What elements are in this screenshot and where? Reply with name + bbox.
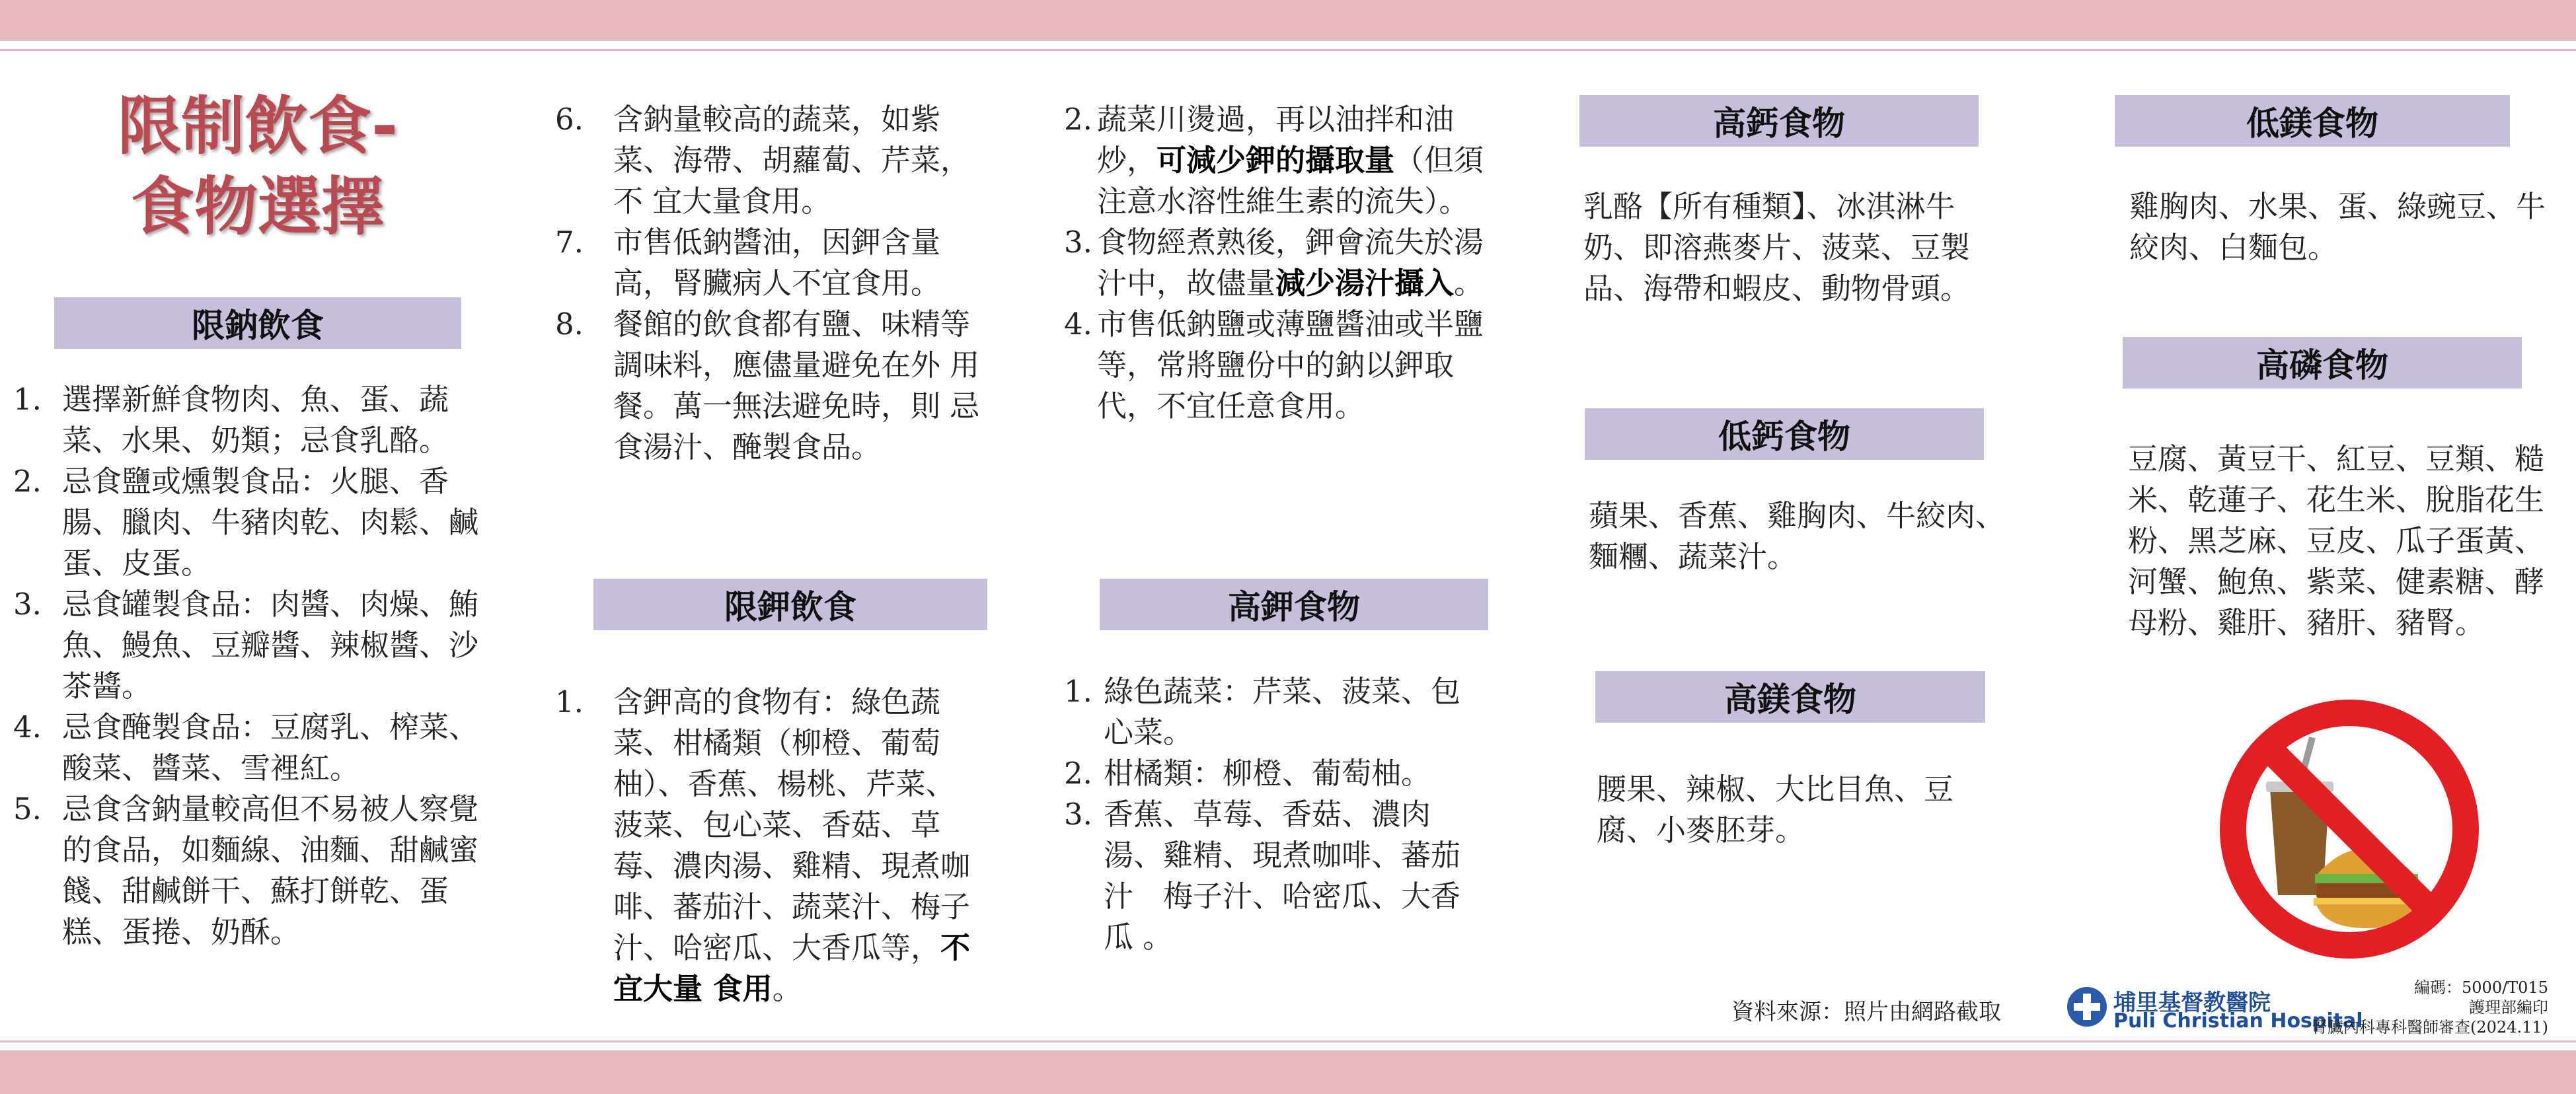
low-magnesium-text: 雞胸肉、水果、蛋、綠豌豆、牛絞肉、白麵包。 [2129,189,2546,265]
low-magnesium-header: 低鎂食物 [2115,95,2510,147]
low-calcium-header: 低鈣食物 [1585,408,1984,460]
high-potassium-list [1064,671,1474,958]
list-item: 1. 綠色蔬菜：芹菜、菠菜、包心菜。 [1064,674,1461,750]
list-item: 1. 含鉀高的食物有：綠色蔬菜、柑橘類（柳橙、葡萄柚）、香蕉、楊桃、芹菜、菠菜、包心菜、香菇、草莓、濃肉湯、雞精、現煮咖啡、蕃茄汁、蔬菜汁、梅子汁、哈密瓜、大香瓜等，不宜大量 食用。 [555,684,971,1006]
page-title [59,86,456,247]
potassium-list-continued [1064,99,1497,427]
sodium-header: 限鈉飲食 [54,297,461,349]
title-line-2: 食物選擇 [131,170,385,244]
document-meta [2312,978,2548,1037]
hospital-name-zh: 埔里基督教醫院 [2113,990,2271,1016]
list-item: 2. 柑橘類：柳橙、葡萄柚。 [1064,756,1431,791]
list-item: 5. 忌食含鈉量較高但不易被人察覺的食品，如麵線、油麵、甜鹹蜜餞、甜鹹餅干、蘇打餅乾、蛋糕、蛋捲、奶酥。 [13,791,479,949]
potassium-header: 限鉀飲食 [593,579,987,630]
meta-review: 腎臟內科專科醫師審查(2024.11) [2312,1018,2548,1037]
bottom-band [0,1050,2576,1094]
potassium-list [555,682,985,1009]
list-item: 8. 餐館的飲食都有鹽、味精等調味料，應儘量避免在外 用餐。萬一無法避免時，則 忌食湯汁、醃製食品。 [555,307,980,464]
title-line-1: 限制飲食- [118,89,398,163]
high-magnesium-header: 高鎂食物 [1595,671,1985,723]
list-item: 4. 忌食醃製食品：豆腐乳、榨菜、酸菜、醬菜、雪裡紅。 [13,710,479,785]
list-item: 3. 忌食罐製食品：肉醬、肉燥、鮪魚、鰻魚、豆瓣醬、辣椒醬、沙茶醬。 [13,587,479,704]
list-item: 3. 食物經煮熟後，鉀會流失於湯汁中，故儘量減少湯汁攝入。 [1064,225,1484,301]
image-source-note: 資料來源：照片由網路截取 [1731,999,2001,1025]
list-item: 2. 忌食鹽或燻製食品：火腿、香腸、臘肉、牛豬肉乾、肉鬆、鹹蛋、皮蛋。 [13,464,479,581]
list-item: 4. 市售低鈉鹽或薄鹽醬油或半鹽等，常將鹽份中的鈉以鉀取代，不宜任意食用。 [1064,307,1484,423]
no-food-icon [2217,697,2481,961]
list-item: 3. 香蕉、草莓、香菇、濃肉湯、雞精、現煮咖啡、蕃茄汁 梅子汁、哈密瓜、大香瓜 。 [1064,797,1461,955]
sodium-list [13,379,482,953]
hospital-cross-icon [2067,987,2107,1027]
meta-code: 編碼：5000/T015 [2414,978,2548,997]
top-rule [0,49,2576,51]
high-phosphorus-header: 高磷食物 [2123,337,2522,388]
low-calcium-text: 蘋果、香蕉、雞胸肉、牛絞肉、麵糰、蔬菜汁。 [1589,498,2006,574]
high-phosphorus-text: 豆腐、黃豆干、紅豆、豆類、糙米、乾蓮子、花生米、脫脂花生粉、黑芝麻、豆皮、瓜子蛋黃、河蟹、鮑魚、紫菜、健素糖、酵母粉、雞肝、豬肝、豬腎。 [2128,441,2545,640]
hospital-logo [2067,984,2363,1035]
high-calcium-header: 高鈣食物 [1579,95,1979,147]
list-item: 1. 選擇新鮮食物肉、魚、蛋、蔬菜、水果、奶類；忌食乳酪。 [13,382,449,458]
high-potassium-header: 高鉀食物 [1100,579,1488,630]
sodium-list-continued [555,99,985,468]
high-magnesium-text: 腰果、辣椒、大比目魚、豆腐、小麥胚芽。 [1597,772,1954,848]
list-item: 2. 蔬菜川燙過，再以油拌和油炒，可減少鉀的攝取量（但須注意水溶性維生素的流失）。 [1064,102,1484,219]
top-band [0,0,2576,41]
high-calcium-text: 乳酪【所有種類】、冰淇淋牛奶、即溶燕麥片、菠菜、豆製品、海帶和蝦皮、動物骨頭。 [1583,189,1971,306]
list-item: 6. 含鈉量較高的蔬菜，如紫菜、海帶、胡蘿蔔、芹菜，不 宜大量食用。 [555,102,971,219]
hospital-name-en: Puli Christian Hospital [2113,1009,2363,1033]
list-item: 7. 市售低鈉醬油，因鉀含量高，腎臟病人不宜食用。 [555,225,941,301]
bottom-rule [0,1040,2576,1042]
meta-publisher: 護理部編印 [2469,998,2548,1017]
